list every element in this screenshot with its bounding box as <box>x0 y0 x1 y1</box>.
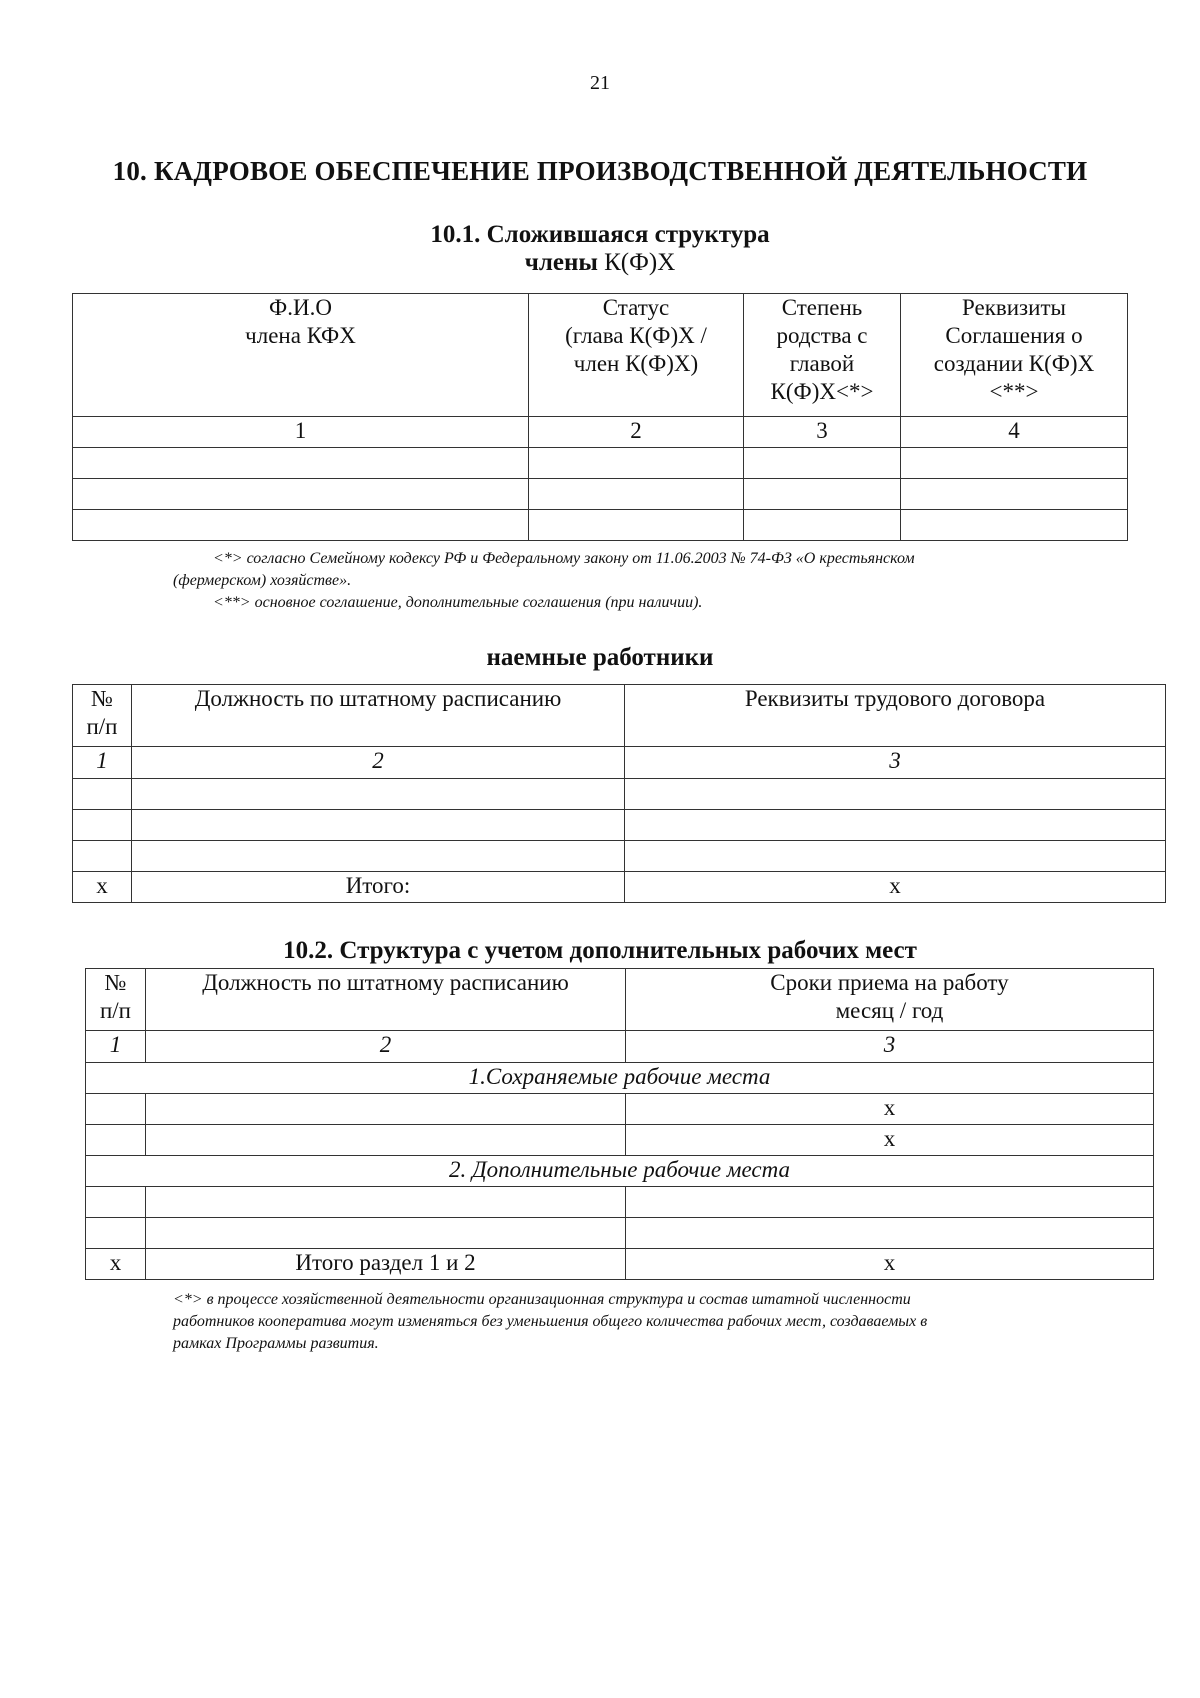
table-row <box>86 1125 1154 1156</box>
structure-table <box>85 968 1154 1280</box>
table-row <box>73 810 1166 841</box>
header-agreement: Реквизиты Соглашения о создании К(Ф)Х <**> <box>901 294 1128 417</box>
group-additional: 2. Дополнительные рабочие места <box>86 1156 1154 1187</box>
group-row <box>86 1063 1154 1094</box>
table-row <box>73 448 1128 479</box>
colnum: 4 <box>901 417 1128 448</box>
section-10-1-subtitle <box>0 249 1200 277</box>
page-number: 21 <box>590 72 610 94</box>
header-status: Статус (глава К(Ф)Х / член К(Ф)Х) <box>529 294 744 417</box>
group-retained: 1.Сохраняемые рабочие места <box>86 1063 1154 1094</box>
subtitle-rest: К(Ф)Х <box>597 249 676 276</box>
header-kinship: Степень родства с главой К(Ф)Х<*> <box>744 294 901 417</box>
header-position: Должность по штатному расписанию <box>146 969 626 1031</box>
total-row <box>86 1249 1154 1280</box>
structure-header-row <box>86 969 1154 1031</box>
page-title: 10. КАДРОВОЕ ОБЕСПЕЧЕНИЕ ПРОИЗВОДСТВЕННОЙ ДЕЯТЕЛЬНОСТИ <box>112 156 1088 186</box>
colnum: 2 <box>132 747 625 779</box>
members-header-row <box>73 294 1128 417</box>
colnum: 2 <box>529 417 744 448</box>
footnote-1: <*> согласно Семейному кодексу РФ и Федеральному закону от 11.06.2003 № 74-ФЗ «О крестьянском (фермерском) хозяйстве». <box>173 550 915 589</box>
total-mark: х <box>626 1249 1154 1280</box>
total-mark: х <box>625 872 1166 903</box>
table-row <box>86 1094 1154 1125</box>
table-row <box>86 1218 1154 1249</box>
header-contract: Реквизиты трудового договора <box>625 685 1166 747</box>
table-row <box>86 1187 1154 1218</box>
row-mark: х <box>626 1125 1154 1156</box>
hired-header-row <box>73 685 1166 747</box>
total-mark: х <box>73 872 132 903</box>
members-table <box>72 293 1128 541</box>
members-colnum-row <box>73 417 1128 448</box>
table-row <box>73 479 1128 510</box>
total-mark: х <box>86 1249 146 1280</box>
structure-colnum-row <box>86 1031 1154 1063</box>
hired-colnum-row <box>73 747 1166 779</box>
section-10-1-title: 10.1. Сложившаяся структура <box>430 221 770 248</box>
colnum: 3 <box>626 1031 1154 1063</box>
colnum: 3 <box>625 747 1166 779</box>
subtitle-bold: члены <box>524 249 598 276</box>
table-row <box>73 779 1166 810</box>
colnum: 3 <box>744 417 901 448</box>
hired-table <box>72 684 1166 903</box>
header-number: № п/п <box>73 685 132 747</box>
colnum: 1 <box>73 417 529 448</box>
total-row <box>73 872 1166 903</box>
header-terms: Сроки приема на работу месяц / год <box>626 969 1154 1031</box>
header-fio: Ф.И.О члена КФХ <box>73 294 529 417</box>
colnum: 1 <box>73 747 132 779</box>
group-row <box>86 1156 1154 1187</box>
header-number: № п/п <box>86 969 146 1031</box>
total-label: Итого: <box>132 872 625 903</box>
hired-heading: наемные работники <box>486 644 714 671</box>
section-10-1-heading <box>0 221 1200 277</box>
colnum: 1 <box>86 1031 146 1063</box>
footnote-10-2: <*> в процессе хозяйственной деятельности организационная структура и состав штатной численности работников кооператива могут изменяться без уменьшения общего количества рабочих мест, создаваемых в рамках Программы развития. <box>173 1291 928 1352</box>
table-row <box>73 841 1166 872</box>
section-10-2-heading: 10.2. Структура с учетом дополнительных рабочих мест <box>283 937 917 964</box>
table-row <box>73 510 1128 541</box>
total-label: Итого раздел 1 и 2 <box>146 1249 626 1280</box>
footnote-2: <**> основное соглашение, дополнительные соглашения (при наличии). <box>213 594 703 611</box>
row-mark: х <box>626 1094 1154 1125</box>
header-position: Должность по штатному расписанию <box>132 685 625 747</box>
colnum: 2 <box>146 1031 626 1063</box>
